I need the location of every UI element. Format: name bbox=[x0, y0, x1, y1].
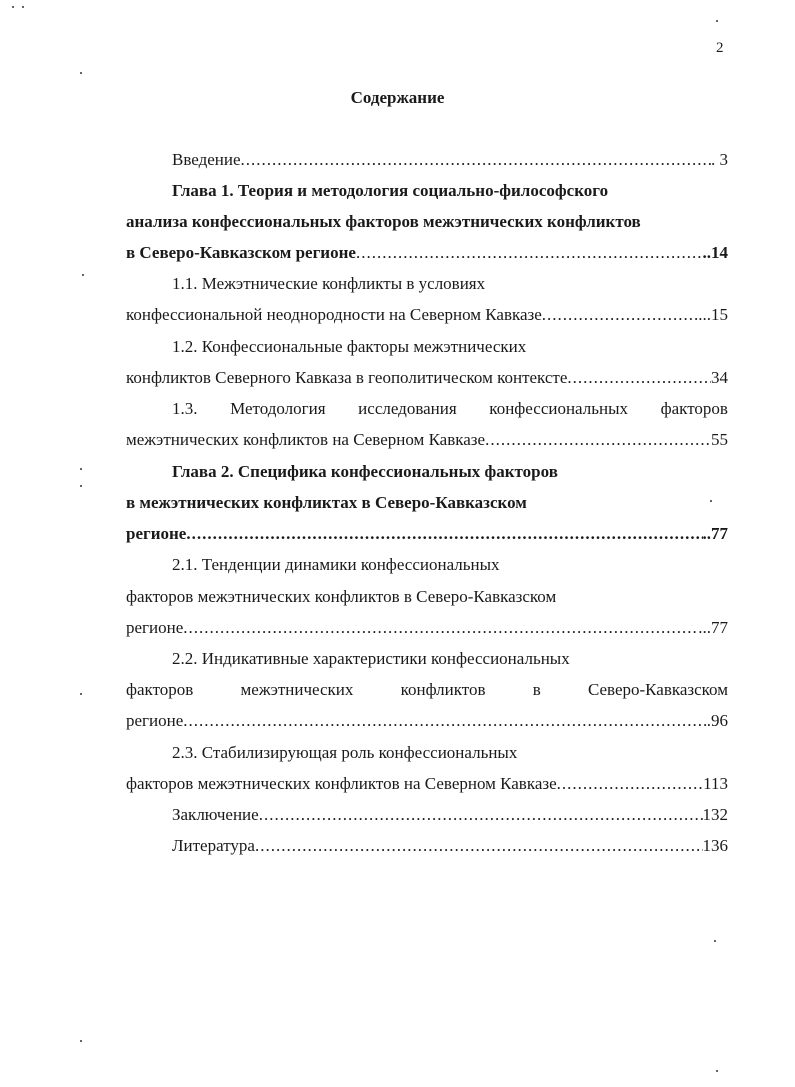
scan-speck bbox=[716, 20, 718, 22]
toc-label: Заключение bbox=[172, 805, 259, 824]
toc-section-2-3-line2 bbox=[126, 773, 728, 795]
toc-entry-literature bbox=[172, 835, 728, 857]
word: межэтнических bbox=[240, 680, 354, 699]
toc-chapter2-line1: Глава 2. Специфика конфессиональных факторов bbox=[172, 462, 558, 481]
word: Методология bbox=[230, 399, 326, 418]
toc-section-1-3-line1 bbox=[172, 398, 728, 420]
toc-section-2-2-line1: 2.2. Индикативные характеристики конфессиональных bbox=[172, 649, 570, 668]
dot-leader bbox=[186, 523, 702, 545]
toc-chapter2-line3 bbox=[126, 523, 728, 545]
dot-leader bbox=[567, 367, 711, 389]
word: 1.3. bbox=[172, 399, 198, 418]
toc-section-1-3-line2 bbox=[126, 429, 728, 451]
dot-leader bbox=[356, 242, 703, 264]
toc-entry-conclusion bbox=[172, 804, 728, 826]
toc-page: . 3 bbox=[711, 150, 728, 169]
word: факторов bbox=[660, 399, 728, 418]
scan-speck bbox=[80, 693, 82, 695]
toc-page: 132 bbox=[702, 805, 728, 824]
toc-label: регионе bbox=[126, 711, 184, 730]
scan-speck bbox=[710, 500, 712, 502]
scan-speck bbox=[716, 1070, 718, 1072]
toc-section-2-1-line1: 2.1. Тенденции динамики конфессиональных bbox=[172, 555, 500, 574]
toc-section-2-3-line1: 2.3. Стабилизирующая роль конфессиональных bbox=[172, 743, 518, 762]
toc-section-1-1-line1: 1.1. Межэтнические конфликты в условиях bbox=[172, 274, 486, 293]
word: исследования bbox=[358, 399, 457, 418]
toc-section-1-1-line2 bbox=[126, 304, 728, 326]
word: факторов bbox=[126, 680, 194, 699]
scan-speck bbox=[80, 72, 82, 74]
toc-chapter2-line2: в межэтнических конфликтах в Северо-Кавказском bbox=[126, 493, 527, 512]
word: конфессиональных bbox=[489, 399, 629, 418]
word: Северо-Кавказском bbox=[587, 680, 728, 699]
word: в bbox=[532, 680, 541, 699]
toc-section-1-2-line2 bbox=[126, 367, 728, 389]
dot-leader bbox=[241, 149, 711, 171]
toc-page: ...77 bbox=[698, 618, 728, 637]
dot-leader bbox=[542, 304, 698, 326]
toc-label: регионе bbox=[126, 524, 187, 543]
dot-leader bbox=[557, 773, 703, 795]
toc-label: Литература bbox=[172, 836, 255, 855]
toc-chapter1-line2: анализа конфессиональных факторов межэтнических конфликтов bbox=[126, 212, 641, 231]
scan-speck bbox=[12, 6, 14, 8]
toc-label: Введение bbox=[172, 150, 241, 169]
scan-speck bbox=[80, 1040, 82, 1042]
toc-section-1-2-line1: 1.2. Конфессиональные факторы межэтнических bbox=[172, 337, 527, 356]
toc-section-2-2-line2 bbox=[126, 679, 728, 701]
toc-label: в Северо-Кавказском регионе bbox=[126, 243, 356, 262]
toc-page: 55 bbox=[711, 430, 728, 449]
dot-leader bbox=[183, 617, 698, 639]
toc-label: конфессиональной неоднородности на Северном Кавказе bbox=[126, 305, 542, 324]
dot-leader bbox=[183, 710, 706, 732]
word: конфликтов bbox=[400, 680, 486, 699]
toc-label: факторов межэтнических конфликтов на Северном Кавказе bbox=[126, 774, 557, 793]
toc-page: 113 bbox=[703, 774, 728, 793]
scan-speck bbox=[714, 940, 716, 942]
toc-label: межэтнических конфликтов на Северном Кавказе bbox=[126, 430, 486, 449]
toc-page: ..14 bbox=[702, 243, 728, 262]
scan-speck bbox=[80, 468, 82, 470]
toc-page: .96 bbox=[706, 711, 728, 730]
toc-page: 34 bbox=[711, 368, 728, 387]
page-title: Содержание bbox=[350, 88, 445, 107]
toc-section-2-1-line2: факторов межэтнических конфликтов в Северо-Кавказском bbox=[126, 587, 557, 606]
toc-entry-intro bbox=[172, 149, 728, 171]
toc-chapter1-line1: Глава 1. Теория и методология социально-философского bbox=[172, 181, 609, 200]
scan-speck bbox=[82, 274, 84, 276]
toc-page: ..77 bbox=[702, 524, 728, 543]
toc-section-2-2-line3 bbox=[126, 710, 728, 732]
scan-speck bbox=[22, 6, 24, 8]
toc-chapter1-line3 bbox=[126, 242, 728, 264]
toc-label: регионе bbox=[126, 618, 184, 637]
toc-page: 136 bbox=[702, 836, 728, 855]
toc-section-2-1-line3 bbox=[126, 617, 728, 639]
scan-speck bbox=[80, 485, 82, 487]
toc-page: ...15 bbox=[698, 305, 728, 324]
dot-leader bbox=[259, 804, 703, 826]
dot-leader bbox=[485, 429, 711, 451]
page-number: 2 bbox=[716, 40, 724, 56]
toc-label: конфликтов Северного Кавказа в геополитическом контексте bbox=[126, 368, 568, 387]
dot-leader bbox=[255, 835, 703, 857]
